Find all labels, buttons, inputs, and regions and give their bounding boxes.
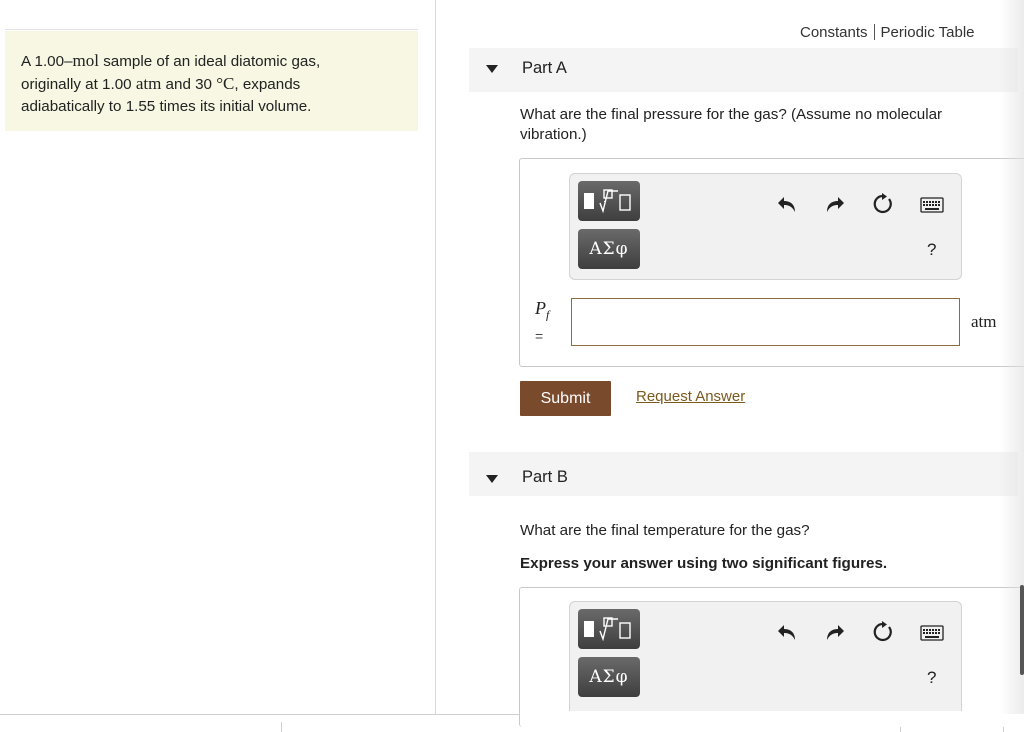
greek-symbols-button[interactable]: ΑΣφ	[578, 657, 640, 697]
collapse-triangle-icon[interactable]	[486, 65, 498, 73]
undo-icon[interactable]	[774, 191, 800, 217]
pf-answer-input[interactable]	[571, 298, 960, 346]
constants-link[interactable]: Constants	[800, 24, 868, 41]
part-b-question: What are the final temperature for the gas?	[520, 522, 810, 539]
keyboard-icon[interactable]	[919, 192, 945, 218]
link-separator	[874, 24, 875, 40]
pane-divider	[435, 0, 436, 714]
bottom-tick	[281, 722, 282, 732]
redo-icon[interactable]	[822, 619, 848, 645]
part-a-question: What are the final pressure for the gas? (Assume no molecular vibration.)	[520, 106, 943, 143]
periodic-table-link[interactable]: Periodic Table	[880, 24, 975, 41]
keyboard-icon[interactable]	[919, 620, 945, 646]
part-b-header[interactable]	[469, 452, 1018, 496]
part-b-label: Part B	[522, 468, 568, 486]
part-a-math-toolbar	[569, 173, 962, 280]
request-answer-link[interactable]: Request Answer	[636, 388, 746, 405]
reset-icon[interactable]	[870, 619, 896, 645]
submit-button[interactable]: Submit	[520, 381, 611, 416]
part-a-header[interactable]	[469, 48, 1018, 92]
part-b-instruction: Express your answer using two significant figures.	[520, 555, 888, 572]
scrollbar-thumb[interactable]	[1020, 585, 1024, 675]
pf-equals: =	[535, 328, 544, 344]
part-a-label: Part A	[522, 59, 567, 77]
problem-line-2: originally at 1.00 atm and 30 °C, expands	[21, 74, 301, 93]
pf-variable-label: $P_f$	[535, 298, 550, 322]
redo-icon[interactable]	[822, 191, 848, 217]
undo-icon[interactable]	[774, 619, 800, 645]
header-links	[800, 24, 975, 41]
top-rule	[5, 29, 418, 30]
help-button[interactable]: ?	[927, 668, 937, 687]
template-icon	[584, 617, 634, 641]
problem-line-1: A 1.00–mol sample of an ideal diatomic gas,	[21, 51, 321, 70]
templates-button[interactable]	[578, 181, 640, 221]
template-icon	[584, 189, 634, 213]
reset-icon[interactable]	[870, 191, 896, 217]
collapse-triangle-icon[interactable]	[486, 475, 498, 483]
greek-symbols-button[interactable]: ΑΣφ	[578, 229, 640, 269]
pf-unit: atm	[971, 312, 997, 331]
problem-statement	[5, 31, 418, 131]
problem-line-3: adiabatically to 1.55 times its initial volume.	[21, 98, 312, 115]
part-b-math-toolbar	[569, 601, 962, 711]
templates-button[interactable]	[578, 609, 640, 649]
help-button[interactable]: ?	[927, 240, 937, 259]
